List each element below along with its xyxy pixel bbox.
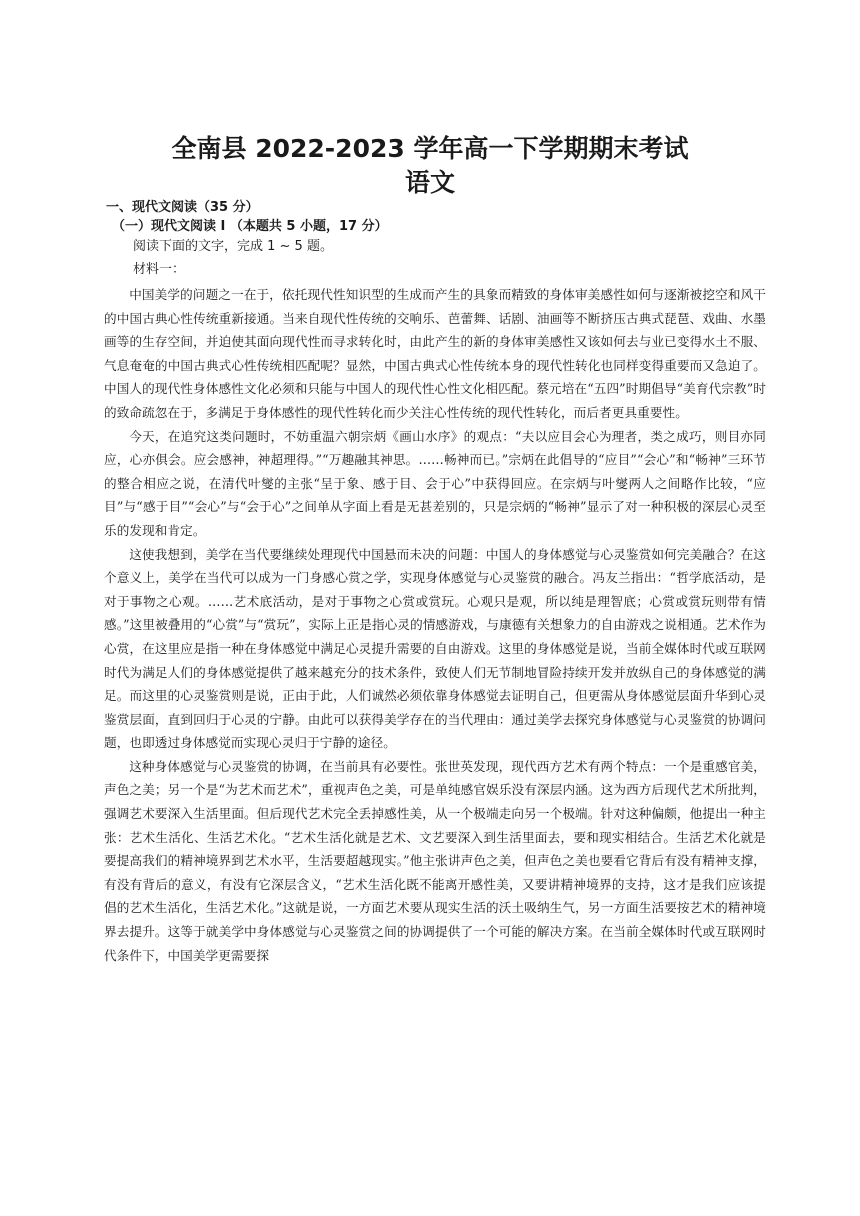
passage-body	[104, 283, 766, 967]
reading-instruction: 阅读下面的文字，完成 1 ~ 5 题。	[133, 239, 333, 254]
passage-paragraph: 这种身体感觉与心灵鉴赏的协调，在当前具有必要性。张世英发现，现代西方艺术有两个特点：一个是重感官美，声色之美；另一个是“为艺术而艺术”，重视声色之美，可是单纯感官娱乐没有深层内涵。这为西方后现代艺术所批判，强调艺术要深入生活里面。但后现代艺术完全丢掉感性美，从一个极端走向另一个极端。针对这种偏颇，他提出一种主张：艺术生活化、生活艺术化。“艺术生活化就是艺术、文艺要深入到生活里面去，要和现实相结合。生活艺术化就是要提高我们的精神境界到艺术水平，生活要超越现实。”他主张讲声色之美，但声色之美也要看它背后有没有精神支撑，有没有背后的意义，有没有它深层含义，“艺术生活化既不能离开感性美，又要讲精神境界的支持，这才是我们应该提倡的艺术生活化，生活艺术化。”这就是说，一方面艺术要从现实生活的沃土吸纳生气，另一方面生活要按艺术的精神境界去提升。这等于就美学中身体感觉与心灵鉴赏之间的协调提供了一个可能的解决方案。在当前全媒体时代或互联网时代条件下，中国美学更需要探	[104, 758, 766, 963]
passage-paragraph: 这使我想到，美学在当代要继续处理现代中国悬而未决的问题：中国人的身体感觉与心灵鉴赏如何完美融合？在这个意义上，美学在当代可以成为一门身感心赏之学，实现身体感觉与心灵鉴赏的融合。冯友兰指出：“哲学底活动，是对于事物之心观。……艺术底活动，是对于事物之心赏或赏玩。心观只是观，所以纯是理智底；心赏或赏玩则带有情感。”这里被叠用的“心赏”与“赏玩”，实际上正是指心灵的情感游戏，与康德有关想象力的自由游戏之说相通。艺术作为心赏，在这里应是指一种在身体感觉中满足心灵提升需要的自由游戏。这里的身体感觉是说，当前全媒体时代或互联网时代为满足人们的身体感觉提供了越来越充分的技术条件，致使人们无节制地冒险持续开发并放纵自己的身体感觉的满足。而这里的心灵鉴赏则是说，正由于此，人们诚然必须依靠身体感觉去证明自己，但更需从身体感觉层面升华到心灵鉴赏层面，直到回归于心灵的宁静。由此可以获得美学存在的当代理由：通过美学去探究身体感觉与心灵鉴赏的协调问题，也即透过身体感觉而实现心灵归于宁静的途径。	[104, 546, 766, 751]
passage-paragraph: 今天，在追究这类问题时，不妨重温六朝宗炳《画山水序》的观点：“夫以应目会心为理者，类之成巧，则目亦同应，心亦俱会。应会感神，神超理得。”“万趣融其神思。……畅神而已。”宗炳在此倡导的“应目”“会心”和“畅神”三环节的整合相应之说，在清代叶燮的主张“呈于象、感于目、会于心”中获得回应。在宗炳与叶燮两人之间略作比较，“应目”与“感于目”“会心”与“会于心”之间单从字面上看是无甚差别的，只是宗炳的“畅神”显示了对一种积极的深层心灵至乐的发现和肯定。	[104, 428, 766, 538]
passage-paragraph: 中国美学的问题之一在于，依托现代性知识型的生成而产生的具象而精致的身体审美感性如何与逐渐被挖空和风干的中国古典心性传统重新接通。当来自现代性传统的交响乐、芭蕾舞、话剧、油画等不断挤压古典式琵琶、戏曲、水墨画等的生存空间，并迫使其面向现代性而寻求转化时，由此产生的新的身体审美感性又该如何去与业已变得水土不服、气息奄奄的中国古典式心性传统相匹配呢？显然，中国古典式心性传统本身的现代性转化也同样变得重要而又急迫了。中国人的现代性身体感性文化必须和只能与中国人的现代性心性文化相匹配。蔡元培在“五四”时期倡导“美育代宗教”时的致命疏忽在于，多满足于身体感性的现代性转化而少关注心性传统的现代性转化，而后者更具重要性。	[104, 287, 766, 420]
section-heading: 一、现代文阅读（35 分）	[106, 200, 259, 215]
exam-title: 全南县 2022-2023 学年高一下学期期末考试	[171, 134, 689, 163]
subsection-heading: （一）现代文阅读 I （本题共 5 小题，17 分）	[112, 219, 388, 234]
material-label: 材料一：	[133, 262, 186, 277]
exam-subject: 语文	[404, 168, 455, 197]
